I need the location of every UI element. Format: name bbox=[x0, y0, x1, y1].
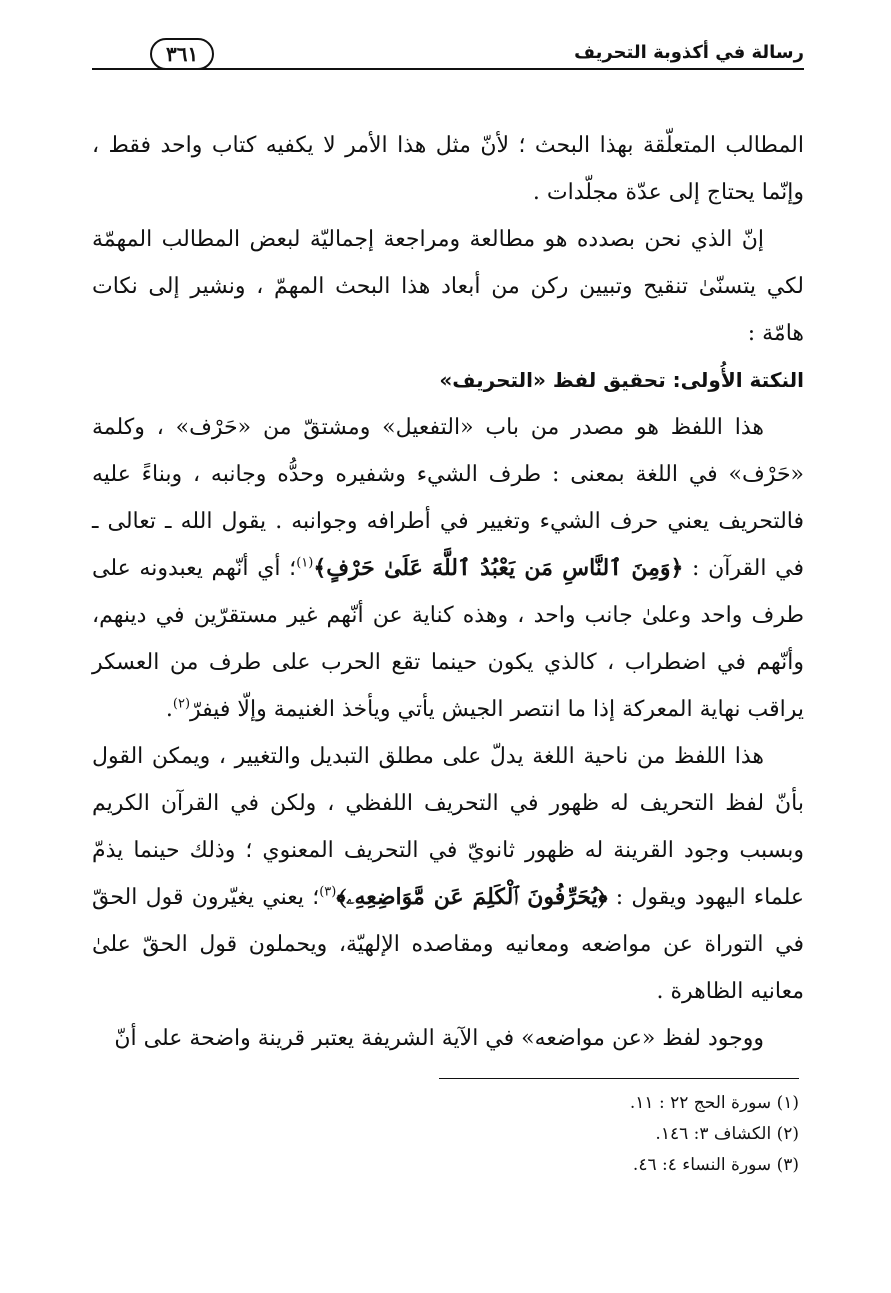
footnote-ref-1[interactable]: (١) bbox=[296, 555, 314, 571]
quran-verse-1: ﴿وَمِنَ ٱلنَّاسِ مَن يَعْبُدُ ٱللَّهَ عَلَىٰ حَرْفٍ﴾ bbox=[313, 555, 684, 581]
running-title: رسالة في أكذوبة التحريف bbox=[574, 42, 804, 63]
footnote-ref-3[interactable]: (٣) bbox=[319, 884, 337, 900]
page-number: ٣٦١ bbox=[150, 38, 214, 70]
quran-verse-2: ﴿يُحَرِّفُونَ ٱلْكَلِمَ عَن مَّوَاضِعِهِۦ﴾ bbox=[336, 884, 608, 910]
footnote-ref-2[interactable]: (٢) bbox=[172, 696, 191, 712]
footnote-2: (٢) الكشاف ٣: ١٤٦. bbox=[655, 1124, 799, 1144]
paragraph-4 bbox=[92, 733, 804, 1015]
paragraph-3-text-a: هذا اللفظ هو مصدر من باب «التفعيل» ومشتقّ من «حَرْف» ، وكلمة «حَرْف» في اللغة بمعنى : طرف الشيء وشفيره وحدُّه وجانبه ، وبناءً عليه فالتحريف يعني حرف الشيء وتغيير في أطرافه وجوانبه . يقول الله ـ تعالى ـ في القرآن : bbox=[92, 415, 804, 581]
paragraph-2: إنّ الذي نحن بصدده هو مطالعة ومراجعة إجماليّة لبعض المطالب المهمّة لكي يتسنّىٰ تنقيح وتبيين ركن من أبعاد هذا البحث المهمّ ، ونشير إلى نكات هامّة : bbox=[92, 227, 804, 346]
main-text bbox=[92, 122, 804, 1062]
paragraph-1: المطالب المتعلّقة بهذا البحث ؛ لأنّ مثل هذا الأمر لا يكفيه كتاب واحد فقط ، وإنّما يحتاج إلى عدّة مجلّدات . bbox=[92, 133, 804, 205]
footnote-divider bbox=[439, 1078, 799, 1079]
section-heading: النكتة الأُولى: تحقيق لفظ «التحريف» bbox=[439, 368, 804, 392]
paragraph-5: ووجود لفظ «عن مواضعه» في الآية الشريفة يعتبر قرينة واضحة على أنّ bbox=[114, 1026, 764, 1051]
paragraph-3 bbox=[92, 404, 804, 733]
page-header bbox=[92, 38, 804, 78]
paragraph-4-text-b: ؛ يعني يغيّرون قول الحقّ في التوراة عن مواضعه ومعانيه ومقاصده الإلهيّة، ويحملون قول الحقّ علىٰ معانيه الظاهرة . bbox=[92, 885, 804, 1004]
header-divider bbox=[92, 68, 804, 70]
paragraph-3-text-b: ؛ أي أنّهم يعبدونه على طرف واحد وعلىٰ جانب واحد ، وهذه كناية عن أنّهم غير مستقرّين في دينهم، وأنّهم في اضطراب ، كالذي يكون حينما تقع الحرب على طرف من العسكر يراقب نهاية المعركة إذا ما انتصر الجيش يأتي ويأخذ الغنيمة وإلّا فيفرّ bbox=[92, 556, 804, 722]
footnote-3: (٣) سورة النساء ٤: ٤٦. bbox=[632, 1155, 799, 1175]
paragraph-4-text-a: هذا اللفظ من ناحية اللغة يدلّ على مطلق التبديل والتغيير ، ويمكن القول بأنّ لفظ التحريف له ظهور في التحريف اللفظي ، ولكن في القرآن الكريم وبسبب وجود القرينة له ظهور ثانويّ في التحريف المعنوي ؛ وذلك حينما يذمّ علماء اليهود ويقول : bbox=[92, 744, 805, 910]
paragraph-3-end: . bbox=[165, 697, 173, 722]
footnote-1: (١) سورة الحج ٢٢ : ١١. bbox=[629, 1093, 799, 1113]
footnotes bbox=[87, 1088, 799, 1181]
